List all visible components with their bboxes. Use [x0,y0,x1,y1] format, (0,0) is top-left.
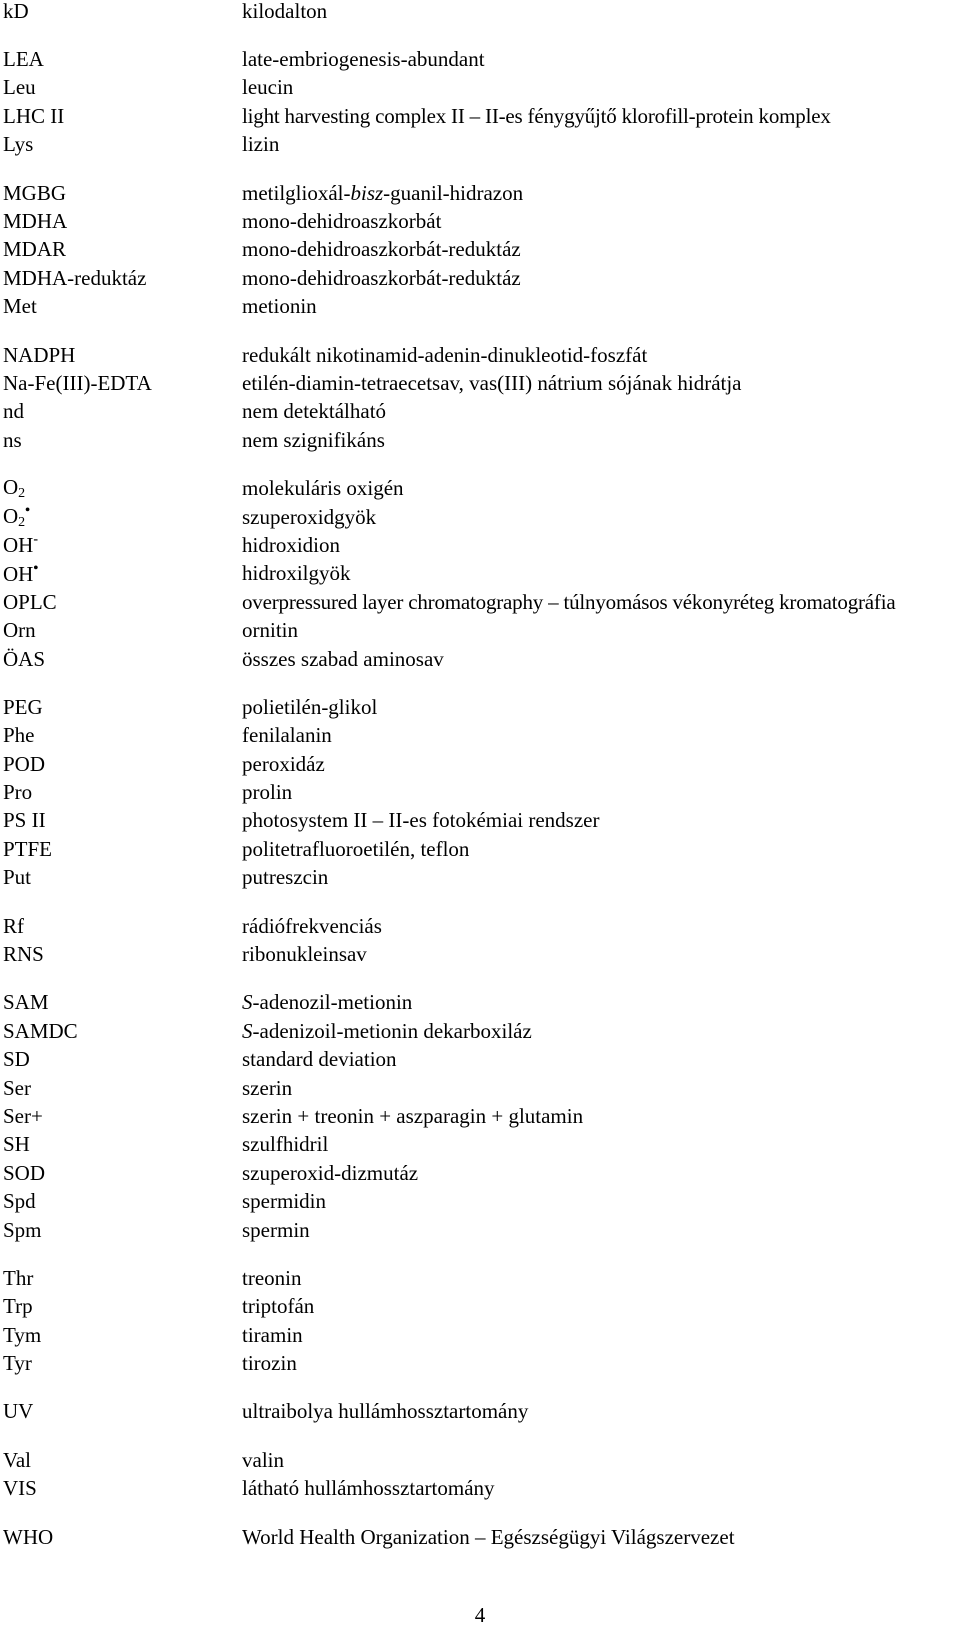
abbreviation-group [3,1523,960,1551]
abbreviation-list [3,0,960,1571]
abbreviation-term: $O_2^•$ [3,503,31,531]
abbreviation-entry [3,531,960,559]
abbreviation-entry [3,989,960,1017]
abbreviation-definition: polietilén-glikol [242,694,378,719]
abbreviation-term: MGBG [3,180,67,205]
abbreviation-definition: összes szabad aminosav [242,646,444,671]
abbreviation-term: Met [3,294,37,319]
abbreviation-definition: metionin [242,294,317,319]
abbreviation-entry [3,864,960,892]
abbreviation-entry [3,912,960,940]
abbreviation-term: OH• [3,560,39,586]
abbreviation-term: ns [3,427,22,452]
abbreviation-definition: leucin [242,75,294,100]
abbreviation-entry [3,179,960,207]
term-subscript: 2 [18,486,26,502]
abbreviation-definition: nem detektálható [242,399,387,424]
abbreviation-entry [3,616,960,644]
abbreviation-term: UV [3,1399,34,1424]
abbreviation-term: Tyr [3,1351,32,1376]
abbreviation-entry [3,645,960,673]
abbreviation-term: $O_2$ [3,475,26,502]
abbreviation-term: Spd [3,1189,36,1214]
abbreviation-term: OPLC [3,589,57,614]
abbreviation-term: MDAR [3,237,67,262]
abbreviation-term: POD [3,751,46,776]
italic-text: bisz [350,180,384,205]
abbreviation-definition: putreszcin [242,865,329,890]
italic-text: S [242,990,253,1015]
abbreviation-definition: late-embriogenesis-abundant [242,47,485,72]
term-subscript: 2 [18,515,26,531]
abbreviation-definition: prolin [242,780,293,805]
abbreviation-group [3,1446,960,1503]
abbreviation-term: Na-Fe(III)-EDTA [3,370,152,395]
abbreviation-entry [3,398,960,426]
abbreviation-definition: spermin [242,1217,310,1242]
abbreviation-entry [3,1321,960,1349]
abbreviation-term: Thr [3,1265,34,1290]
abbreviation-definition: hidroxidion [242,532,340,557]
abbreviation-definition: szerin + treonin + aszparagin + glutamin [242,1103,584,1128]
abbreviation-entry [3,722,960,750]
abbreviation-definition: szuperoxidgyök [242,504,377,529]
italic-text: S [242,1018,253,1043]
abbreviation-definition: spermidin [242,1189,326,1214]
abbreviation-entry [3,236,960,264]
abbreviation-term: Pro [3,780,33,805]
abbreviation-entry [3,835,960,863]
abbreviation-term: nd [3,399,24,424]
abbreviation-entry [3,807,960,835]
abbreviation-term: Spm [3,1217,42,1242]
abbreviation-definition: mono-dehidroaszkorbát-reduktáz [242,237,521,262]
abbreviation-definition: molekuláris oxigén [242,476,404,501]
abbreviation-entry [3,102,960,130]
abbreviation-definition: politetrafluoroetilén, teflon [242,836,470,861]
abbreviation-entry [3,588,960,616]
abbreviation-definition: treonin [242,1265,302,1290]
abbreviation-term: SAM [3,990,49,1015]
abbreviation-definition: peroxidáz [242,751,325,776]
abbreviation-entry [3,1293,960,1321]
abbreviation-group [3,1264,960,1378]
abbreviation-term: MDHA-reduktáz [3,265,147,290]
abbreviation-definition: standard deviation [242,1047,397,1072]
abbreviation-definition: triptofán [242,1294,315,1319]
abbreviation-term: Tym [3,1322,42,1347]
abbreviation-group [3,474,960,673]
abbreviation-term: SD [3,1047,30,1072]
abbreviation-definition: rádiófrekvenciás [242,913,382,938]
abbreviation-definition: light harvesting complex II – II-es fénygyűjtő klorofill-protein komplex [242,103,831,128]
abbreviation-entry [3,1264,960,1292]
abbreviation-term: LHC II [3,103,65,128]
abbreviation-entry [3,293,960,321]
abbreviation-term: Orn [3,618,36,643]
abbreviation-term: Ser+ [3,1103,43,1128]
abbreviation-term: Leu [3,75,36,100]
abbreviation-group [3,0,960,25]
abbreviation-group [3,341,960,455]
abbreviation-definition: mono-dehidroaszkorbát-reduktáz [242,265,521,290]
abbreviation-definition: nem szignifikáns [242,427,385,452]
term-superscript: • [25,503,31,519]
abbreviation-term: PEG [3,694,43,719]
abbreviation-definition: tiramin [242,1322,303,1347]
abbreviation-entry [3,74,960,102]
abbreviation-entry [3,369,960,397]
abbreviation-term: PS II [3,808,46,833]
abbreviation-definition: lizin [242,132,280,157]
abbreviation-definition: tirozin [242,1351,297,1376]
abbreviation-definition: hidroxilgyök [242,561,351,586]
term-superscript: • [33,560,39,576]
abbreviation-definition: kilodalton [242,0,328,23]
abbreviation-entry [3,560,960,588]
abbreviation-term: RNS [3,942,44,967]
abbreviation-entry [3,693,960,721]
abbreviation-entry [3,264,960,292]
abbreviation-definition: szerin [242,1075,293,1100]
abbreviation-term: Phe [3,723,35,748]
abbreviation-definition: látható hullámhossztartomány [242,1476,495,1501]
abbreviation-entry [3,1102,960,1130]
abbreviation-definition: szulfhidril [242,1132,329,1157]
abbreviation-definition: ornitin [242,618,298,643]
abbreviation-term: LEA [3,47,44,72]
abbreviation-term: Lys [3,132,34,157]
abbreviation-entry [3,778,960,806]
abbreviation-term: Put [3,865,32,890]
abbreviation-definition: redukált nikotinamid-adenin-dinukleotid-foszfát [242,342,648,367]
abbreviation-definition: S-adenozil-metionin [242,990,413,1015]
abbreviation-entry [3,0,960,25]
abbreviation-term: OH- [3,532,39,558]
abbreviation-entry [3,131,960,159]
abbreviation-entry [3,1131,960,1159]
abbreviation-entry [3,750,960,778]
abbreviation-definition: S-adenizoil-metionin dekarboxiláz [242,1018,532,1043]
abbreviation-term: WHO [3,1524,54,1549]
abbreviation-entry [3,1017,960,1045]
abbreviation-term: SAMDC [3,1018,78,1043]
abbreviation-entry [3,1349,960,1377]
abbreviation-definition: mono-dehidroaszkorbát [242,209,442,234]
abbreviation-definition: ribonukleinsav [242,942,367,967]
abbreviation-entry [3,1187,960,1215]
abbreviation-term: Rf [3,913,24,938]
abbreviation-entry [3,341,960,369]
abbreviation-entry [3,207,960,235]
abbreviation-entry [3,1446,960,1474]
abbreviation-term: ÖAS [3,646,46,671]
abbreviation-definition: etilén-diamin-tetraecetsav, vas(III) nátrium sójának hidrátja [242,370,742,395]
abbreviation-definition: valin [242,1447,284,1472]
abbreviation-term: NADPH [3,342,76,367]
abbreviation-term: PTFE [3,836,53,861]
abbreviation-term: Val [3,1447,31,1472]
abbreviation-entry [3,940,960,968]
abbreviation-term: MDHA [3,209,68,234]
abbreviation-group [3,693,960,892]
term-superscript: - [33,532,39,548]
abbreviation-group [3,45,960,159]
abbreviation-group [3,912,960,969]
abbreviation-entry [3,1523,960,1551]
abbreviation-definition: szuperoxid-dizmutáz [242,1160,419,1185]
abbreviation-term: Trp [3,1294,33,1319]
abbreviation-entry [3,45,960,73]
abbreviation-definition: overpressured layer chromatography – túlnyomásos vékonyréteg kromatográfia [242,589,896,614]
abbreviation-entry [3,474,960,502]
abbreviation-entry [3,503,960,531]
abbreviation-term: SOD [3,1160,46,1185]
abbreviation-term: VIS [3,1476,37,1501]
abbreviation-entry [3,1074,960,1102]
abbreviation-definition: World Health Organization – Egészségügyi Világszervezet [242,1524,735,1549]
abbreviation-group [3,179,960,321]
abbreviation-group [3,989,960,1245]
abbreviation-entry [3,1046,960,1074]
abbreviation-definition: fenilalanin [242,723,332,748]
abbreviation-definition: photosystem II – II-es fotokémiai rendszer [242,808,600,833]
abbreviation-term: kD [3,0,29,23]
abbreviation-entry [3,1216,960,1244]
abbreviation-group [3,1398,960,1426]
abbreviation-definition: ultraibolya hullámhossztartomány [242,1399,529,1424]
abbreviation-term: Ser [3,1075,31,1100]
abbreviation-entry [3,426,960,454]
abbreviation-entry [3,1398,960,1426]
abbreviation-term: SH [3,1132,30,1157]
page-number: 4 [474,1603,486,1627]
abbreviation-definition: metilglioxál-bisz-guanil-hidrazon [242,180,524,205]
abbreviation-entry [3,1475,960,1503]
abbreviation-entry [3,1159,960,1187]
